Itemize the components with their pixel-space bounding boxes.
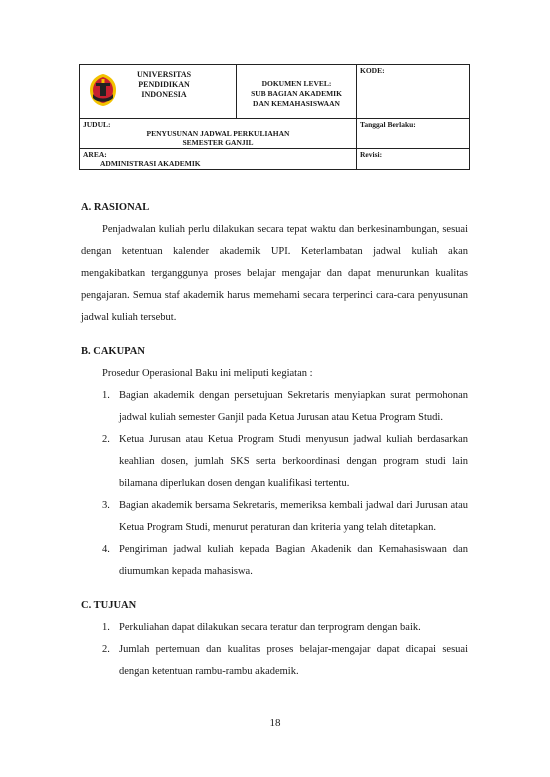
judul-value: PENYUSUNAN JADWAL PERKULIAHAN SEMESTER GANJIL [146,129,290,147]
revisi-cell [357,149,470,170]
upi-logo-icon [87,72,119,108]
section-b-list [81,385,468,583]
page-number: 18 [269,717,281,729]
list-item: 1. Bagian akademik dengan persetujuan Sekretaris menyiapkan surat permohonan jadwal kuliah semester Ganjil pada Ketua Jurusan atau Ketua Program Studi. [102,390,468,423]
list-item: 3. Bagian akademik bersama Sekretaris, memeriksa kembali jadwal dari Jurusan atau Ketua Program Studi, menurut peraturan dan kriteria yang telah ditetapkan. [102,500,468,533]
section-a-title: A. RASIONAL [81,202,150,213]
tanggal-label: Tanggal Berlaku: [360,120,416,129]
section-a-paragraph: Penjadwalan kuliah perlu dilakukan secara tepat waktu dan berkesinambungan, sesuai dengan ketentuan kalender akademik UPI. Keterlambatan jadwal kuliah akan mengakibatkan terganggunya proses belajar mengajar dan dapat menurunkan kualitas pengajaran. Semua staf akademik harus memehami secara terperinci cara-cara penyusunan jadwal kuliah tersebut. [81,224,468,323]
university-cell [80,65,237,119]
area-value: ADMINISTRASI AKADEMIK [100,159,201,168]
list-item: 4. Pengiriman jadwal kuliah kepada Bagian Akadenik dan Kemahasiswaan dan diumumkan kepada mahasiswa. [102,544,468,577]
tanggal-cell [357,119,470,149]
document-header-table [79,64,470,170]
university-name: UNIVERSITAS PENDIDIKAN INDONESIA [136,70,192,99]
list-item: 2. Jumlah pertemuan dan kualitas proses belajar-mengajar dapat dicapai sesuai dengan ketentuan rambu-rambu akademik. [102,644,468,677]
section-b-title: B. CAKUPAN [81,346,145,357]
judul-cell [80,119,357,149]
area-cell [80,149,357,170]
section-c-list [81,617,468,683]
section-b-intro: Prosedur Operasional Baku ini meliputi kegiatan : [102,368,313,379]
judul-label: JUDUL: [83,120,111,129]
doc-level-cell: DOKUMEN LEVEL: SUB BAGIAN AKADEMIK DAN KEMAHASISWAAN [237,65,357,119]
list-item: 2. Ketua Jurusan atau Ketua Program Studi menyusun jadwal kuliah berdasarkan keahlian dosen, jumlah SKS serta berkoordinasi dengan program studi lain bilamana diperlukan dosen dengan kualifikasi tertentu. [102,434,468,489]
section-c-title: C. TUJUAN [81,600,137,611]
area-label: AREA: [83,150,107,159]
kode-label: KODE: [360,66,385,75]
list-item: 1. Perkuliahan dapat dilakukan secara teratur dan terprogram dengan baik. [102,622,421,633]
kode-cell [357,65,470,119]
document-body [81,197,468,683]
revisi-label: Revisi: [360,150,383,159]
